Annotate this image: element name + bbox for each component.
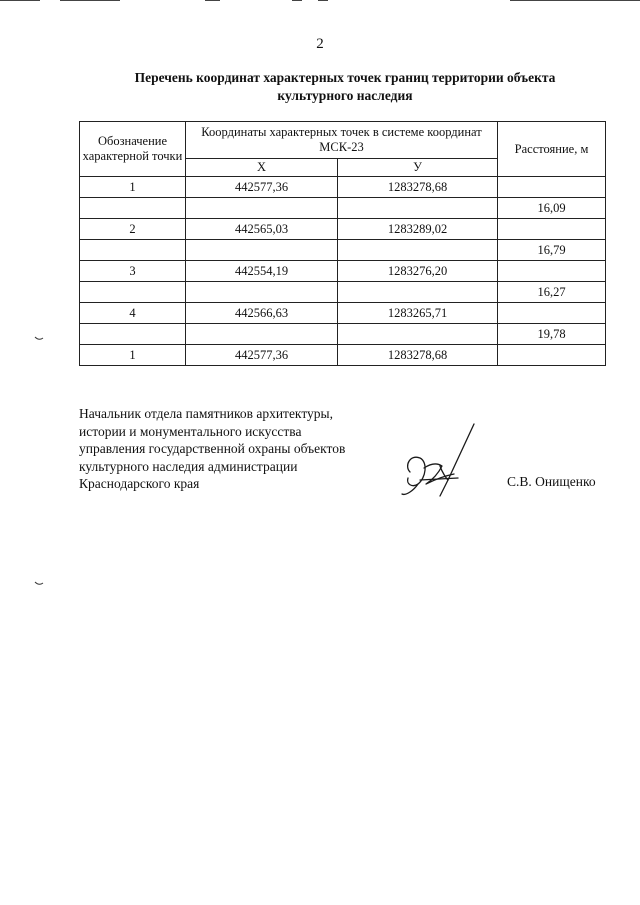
cell-x: [186, 282, 338, 303]
coordinates-table: [79, 121, 606, 366]
cell-y: 1283265,71: [338, 303, 498, 324]
cell-x: 442554,19: [186, 261, 338, 282]
table-row: [80, 303, 606, 324]
signatory-position: [79, 405, 399, 493]
cell-point: [80, 282, 186, 303]
cell-distance: [498, 261, 606, 282]
cell-y: [338, 282, 498, 303]
cell-distance: 16,09: [498, 198, 606, 219]
signer-name: С.В. Онищенко: [507, 474, 596, 489]
position-line: Краснодарского края: [79, 476, 200, 491]
cell-distance: 19,78: [498, 324, 606, 345]
position-line: управления государственной охраны объектов: [79, 441, 346, 456]
cell-point: 2: [80, 219, 186, 240]
cell-point: [80, 324, 186, 345]
cell-distance: [498, 219, 606, 240]
cell-x: 442566,63: [186, 303, 338, 324]
table-row: [80, 345, 606, 366]
header-y: У: [338, 159, 498, 177]
scan-edge-marks: [0, 0, 640, 10]
page-number: 2: [316, 36, 324, 52]
cell-x: 442577,36: [186, 345, 338, 366]
cell-point: [80, 240, 186, 261]
table-row: [80, 177, 606, 198]
cell-distance: 16,79: [498, 240, 606, 261]
table-row: [80, 198, 606, 219]
cell-y: 1283278,68: [338, 345, 498, 366]
header-x: Х: [186, 159, 338, 177]
table-row: [80, 324, 606, 345]
cell-point: 4: [80, 303, 186, 324]
position-line: Начальник отдела памятников архитектуры,: [79, 406, 333, 421]
document-title-line-1: Перечень координат характерных точек границ территории объекта: [134, 70, 556, 85]
cell-distance: [498, 345, 606, 366]
document-title: [80, 69, 610, 105]
cell-y: 1283276,20: [338, 261, 498, 282]
table-row: [80, 219, 606, 240]
cell-y: 1283289,02: [338, 219, 498, 240]
cell-x: 442565,03: [186, 219, 338, 240]
margin-mark: [34, 580, 44, 586]
table-row: [80, 282, 606, 303]
cell-distance: [498, 177, 606, 198]
cell-x: [186, 324, 338, 345]
header-distance: Расстояние, м: [498, 122, 606, 177]
cell-y: [338, 324, 498, 345]
cell-point: 1: [80, 345, 186, 366]
table-row: [80, 261, 606, 282]
cell-x: 442577,36: [186, 177, 338, 198]
margin-mark: [34, 335, 44, 341]
cell-y: [338, 198, 498, 219]
position-line: истории и монументального искусства: [79, 423, 302, 439]
document-title-line-2: культурного наследия: [277, 88, 413, 103]
header-point-designation: Обозначение характерной точки: [80, 122, 186, 177]
cell-y: [338, 240, 498, 261]
header-coordinates-group: Координаты характерных точек в системе координат МСК-23: [186, 122, 498, 159]
cell-distance: 16,27: [498, 282, 606, 303]
cell-point: [80, 198, 186, 219]
table-row: [80, 240, 606, 261]
cell-x: [186, 198, 338, 219]
cell-y: 1283278,68: [338, 177, 498, 198]
cell-distance: [498, 303, 606, 324]
cell-point: 1: [80, 177, 186, 198]
cell-point: 3: [80, 261, 186, 282]
position-line: культурного наследия администрации: [79, 458, 298, 474]
handwritten-signature: [396, 422, 486, 502]
cell-x: [186, 240, 338, 261]
